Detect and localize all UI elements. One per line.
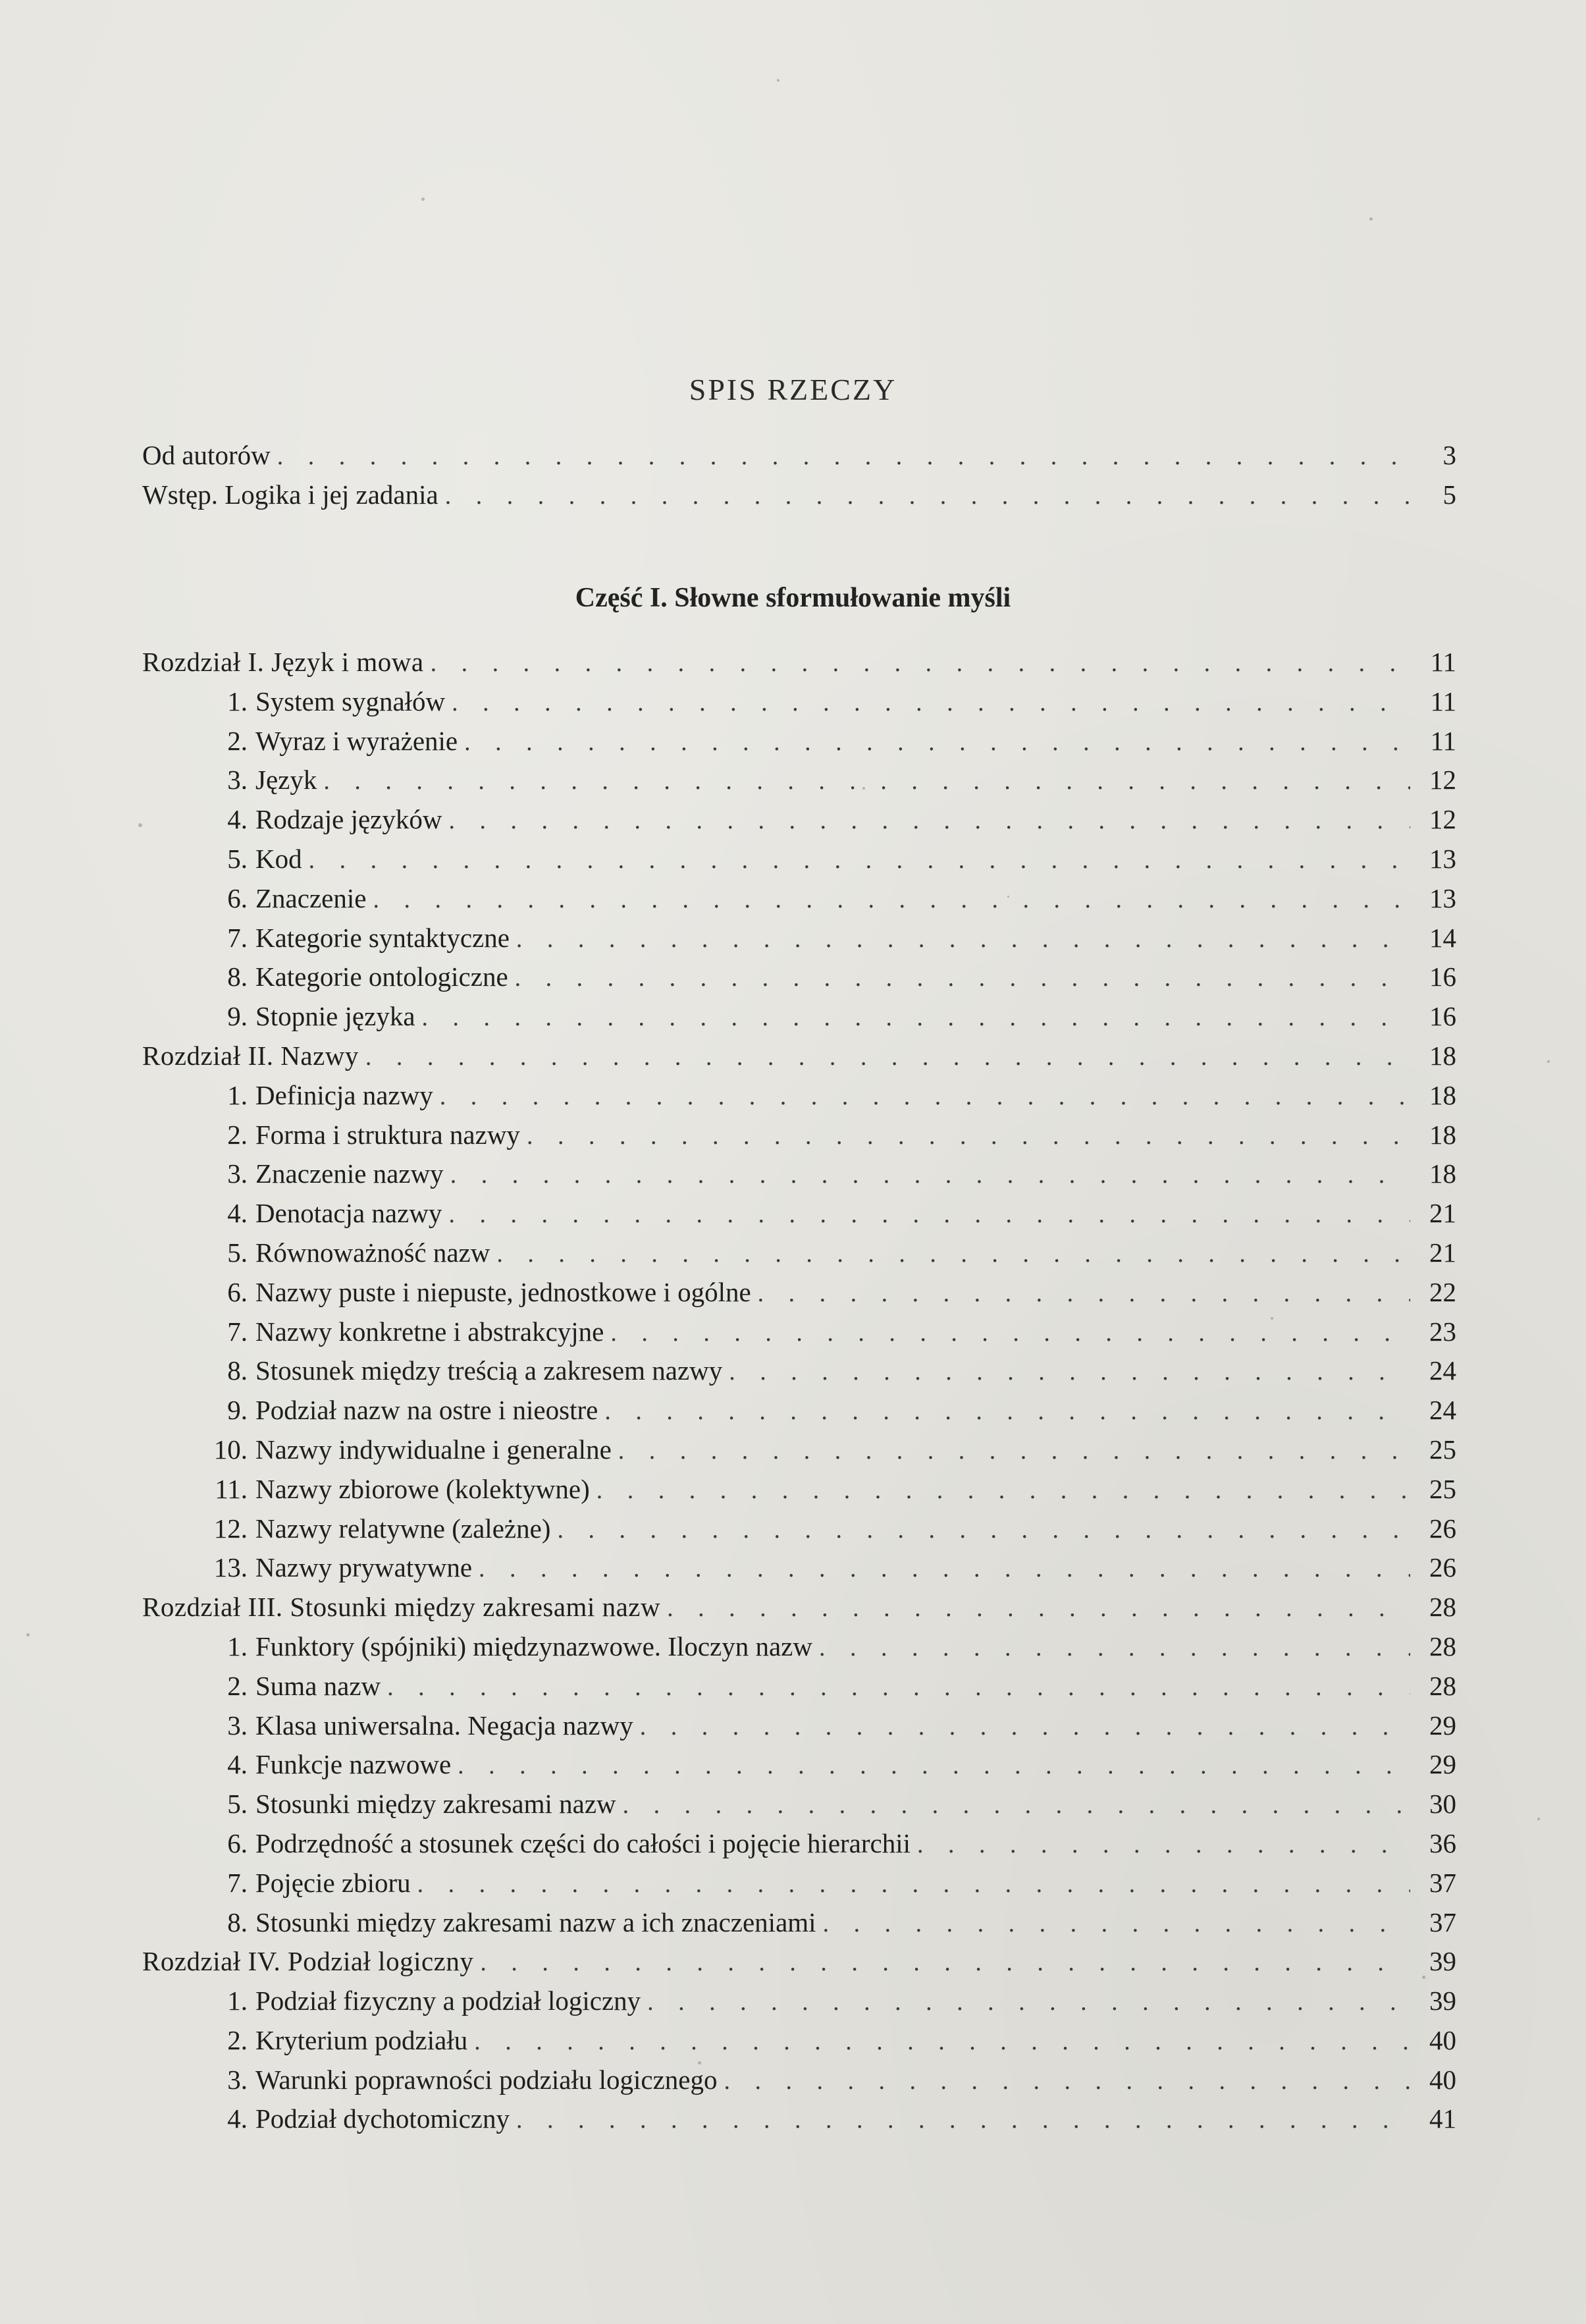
leader-dots — [452, 684, 1410, 723]
section-number: 4. — [227, 1749, 248, 1780]
section-label: Znaczenie — [255, 882, 367, 913]
chapter-entry — [142, 1942, 1456, 1982]
section-label: Stosunki między zakresami nazw — [255, 1789, 616, 1820]
section-number: 5. — [227, 1237, 248, 1268]
leader-dots — [277, 437, 1410, 477]
section-entry — [142, 1351, 1456, 1391]
section-entry — [142, 1116, 1456, 1155]
chapter-entry — [142, 643, 1456, 682]
section-number: 1. — [227, 1986, 248, 2016]
section-label: Nazwy relatywne (zależne) — [255, 1513, 551, 1544]
section-entry — [142, 1312, 1456, 1352]
section-label: Nazwy prywatywne — [255, 1552, 473, 1583]
leader-dots — [610, 1314, 1410, 1353]
chapter-label: Rozdział IV. Podział logiczny — [142, 1946, 474, 1977]
section-number: 4. — [227, 2103, 248, 2134]
section-number: 11. — [215, 1473, 248, 1504]
section-number: 7. — [227, 1316, 248, 1347]
section-label: Podział fizyczny a podział logiczny — [255, 1986, 641, 2016]
section-label: Kod — [255, 843, 302, 874]
chapter-label: Rozdział II. Nazwy — [142, 1040, 359, 1071]
section-entry — [142, 1430, 1456, 1470]
section-page: 37 — [1429, 1867, 1456, 1898]
section-number: 4. — [227, 1198, 248, 1229]
leader-dots — [450, 1156, 1410, 1195]
section-number: 8. — [227, 961, 248, 992]
section-page: 22 — [1429, 1276, 1456, 1307]
chapter-label: Rozdział III. Stosunki między zakresami nazw — [142, 1592, 661, 1623]
paper-speck — [1547, 1060, 1550, 1063]
section-label: Pojęcie zbioru — [255, 1867, 411, 1898]
section-number: 6. — [227, 1276, 248, 1307]
section-label: Kategorie syntaktyczne — [255, 922, 510, 953]
section-page: 12 — [1429, 765, 1456, 796]
section-label: Klasa uniwersalna. Negacja nazwy — [255, 1710, 633, 1741]
section-entry — [142, 1470, 1456, 1509]
section-entry — [142, 1824, 1456, 1864]
toc-entry — [142, 475, 1456, 515]
section-number: 6. — [227, 882, 248, 913]
section-page: 29 — [1429, 1710, 1456, 1741]
chapter-label: Rozdział I. Język i mowa — [142, 647, 424, 677]
section-page: 25 — [1429, 1434, 1456, 1465]
toc-entry-page: 5 — [1442, 479, 1456, 510]
section-label: Kategorie ontologiczne — [255, 961, 508, 992]
leader-dots — [417, 1865, 1410, 1905]
section-label: Stopnie języka — [255, 1001, 415, 1032]
toc-entry-page: 3 — [1442, 440, 1456, 470]
leader-dots — [516, 920, 1410, 959]
section-entry — [142, 1509, 1456, 1549]
section-entry — [142, 1076, 1456, 1116]
section-number: 8. — [227, 1906, 248, 1937]
section-entry — [142, 800, 1456, 840]
section-number: 3. — [227, 1158, 248, 1189]
section-entry — [142, 722, 1456, 761]
section-page: 36 — [1429, 1827, 1456, 1858]
section-page: 21 — [1429, 1237, 1456, 1268]
leader-dots — [823, 1905, 1410, 1944]
section-number: 12. — [213, 1513, 248, 1544]
section-page: 12 — [1429, 804, 1456, 835]
paper-speck — [138, 823, 142, 827]
leader-dots — [647, 1983, 1410, 2022]
section-entry — [142, 1233, 1456, 1273]
paper-speck — [1007, 896, 1009, 898]
leader-dots — [819, 1629, 1410, 1668]
section-number: 3. — [227, 1710, 248, 1741]
section-label: Nazwy konkretne i abstrakcyjne — [255, 1316, 604, 1347]
leader-dots — [596, 1471, 1410, 1511]
leader-dots — [458, 1746, 1410, 1786]
section-number: 3. — [227, 2064, 248, 2095]
section-entry — [142, 1667, 1456, 1706]
section-label: Nazwy indywidualne i generalne — [255, 1434, 612, 1465]
leader-dots — [464, 723, 1410, 763]
section-entry — [142, 2099, 1456, 2139]
section-page: 18 — [1429, 1119, 1456, 1150]
section-number: 6. — [227, 1827, 248, 1858]
section-page: 18 — [1429, 1158, 1456, 1189]
section-number: 5. — [227, 1789, 248, 1820]
section-label: Kryterium podziału — [255, 2024, 468, 2055]
section-label: Stosunek między treścią a zakresem nazwy — [255, 1355, 723, 1386]
chapter-entry — [142, 1037, 1456, 1076]
leader-dots — [724, 2062, 1410, 2101]
leader-dots — [496, 1235, 1410, 1274]
section-label: Stosunki między zakresami nazw a ich znaczeniami — [255, 1906, 816, 1937]
section-page: 37 — [1429, 1906, 1456, 1937]
leader-dots — [640, 1708, 1410, 1747]
section-number: 9. — [227, 1001, 248, 1032]
section-page: 40 — [1429, 2064, 1456, 2095]
section-entry — [142, 761, 1456, 800]
section-entry — [142, 840, 1456, 879]
leader-dots — [758, 1274, 1410, 1314]
section-entry — [142, 1627, 1456, 1667]
front-matter-list — [142, 436, 1456, 515]
paper-speck — [862, 787, 865, 790]
section-label: Znaczenie nazwy — [255, 1158, 444, 1189]
section-entry — [142, 1745, 1456, 1785]
paper-speck — [421, 198, 425, 201]
section-entry — [142, 1785, 1456, 1824]
section-label: Denotacja nazwy — [255, 1198, 442, 1229]
leader-dots — [479, 1550, 1410, 1589]
leader-dots — [667, 1589, 1410, 1629]
section-number: 2. — [227, 1119, 248, 1150]
toc-entry-label: Od autorów — [142, 440, 271, 470]
section-entry — [142, 1154, 1456, 1194]
section-page: 41 — [1429, 2103, 1456, 2134]
page-title: SPIS RZECZY — [689, 373, 897, 406]
section-page: 14 — [1429, 922, 1456, 953]
leader-dots — [365, 1038, 1410, 1077]
section-page: 13 — [1429, 882, 1456, 913]
leader-dots — [604, 1392, 1410, 1432]
section-label: Nazwy puste i niepuste, jednostkowe i ogólne — [255, 1276, 751, 1307]
section-number: 1. — [227, 1631, 248, 1662]
section-label: Wyraz i wyrażenie — [255, 725, 458, 756]
leader-dots — [422, 998, 1410, 1038]
section-label: Język — [255, 765, 317, 796]
section-number: 7. — [227, 1867, 248, 1898]
section-entry — [142, 2061, 1456, 2100]
section-number: 2. — [227, 1670, 248, 1701]
section-page: 29 — [1429, 1749, 1456, 1780]
section-page: 24 — [1429, 1395, 1456, 1426]
part-heading: Część I. Słowne sformułowanie myśli — [575, 583, 1011, 613]
paper-speck — [26, 1633, 30, 1636]
section-number: 1. — [227, 686, 248, 716]
toc-entry — [142, 436, 1456, 475]
section-label: Podrzędność a stosunek części do całości i pojęcie hierarchii — [255, 1827, 911, 1858]
leader-dots — [515, 959, 1410, 998]
paper-speck — [1537, 1818, 1540, 1820]
leader-dots — [448, 1195, 1410, 1235]
leader-dots — [516, 2101, 1410, 2140]
section-entry — [142, 1706, 1456, 1746]
section-number: 13. — [213, 1552, 248, 1583]
section-page: 25 — [1429, 1473, 1456, 1504]
section-label: Warunki poprawności podziału logicznego — [255, 2064, 718, 2095]
section-entry — [142, 1194, 1456, 1233]
chapter-page: 39 — [1429, 1946, 1456, 1977]
section-page: 11 — [1430, 725, 1456, 756]
section-page: 30 — [1429, 1789, 1456, 1820]
section-label: Funkcje nazwowe — [255, 1749, 452, 1780]
section-label: Nazwy zbiorowe (kolektywne) — [255, 1473, 590, 1504]
section-page: 23 — [1429, 1316, 1456, 1347]
leader-dots — [440, 1077, 1410, 1117]
section-page: 16 — [1429, 1001, 1456, 1032]
section-entry — [142, 1982, 1456, 2021]
section-page: 28 — [1429, 1670, 1456, 1701]
section-entry — [142, 682, 1456, 722]
paper-speck — [1271, 1317, 1273, 1320]
section-number: 10. — [213, 1434, 248, 1465]
section-number: 7. — [227, 922, 248, 953]
section-page: 11 — [1430, 686, 1456, 716]
section-label: Rodzaje języków — [255, 804, 442, 835]
leader-dots — [623, 1786, 1410, 1825]
section-entry — [142, 997, 1456, 1037]
section-page: 18 — [1429, 1079, 1456, 1110]
paper-speck — [1422, 1976, 1425, 1979]
chapter-page: 28 — [1429, 1592, 1456, 1623]
section-entry — [142, 1864, 1456, 1903]
section-label: Podział nazw na ostre i nieostre — [255, 1395, 598, 1426]
leader-dots — [729, 1353, 1410, 1392]
section-page: 13 — [1429, 843, 1456, 874]
section-page: 24 — [1429, 1355, 1456, 1386]
leader-dots — [448, 801, 1410, 841]
paper-speck — [777, 79, 780, 82]
section-number: 2. — [227, 2024, 248, 2055]
chapter-page: 11 — [1430, 647, 1456, 677]
toc-entry-label: Wstęp. Logika i jej zadania — [142, 479, 438, 510]
section-entry — [142, 1273, 1456, 1312]
section-number: 8. — [227, 1355, 248, 1386]
section-entry — [142, 958, 1456, 997]
section-page: 26 — [1429, 1552, 1456, 1583]
section-label: Funktory (spójniki) międzynazwowe. Iloczyn nazw — [255, 1631, 812, 1662]
section-number: 5. — [227, 843, 248, 874]
leader-dots — [387, 1668, 1410, 1708]
section-number: 9. — [227, 1395, 248, 1426]
section-page: 28 — [1429, 1631, 1456, 1662]
leader-dots — [323, 762, 1410, 801]
leader-dots — [474, 2022, 1410, 2062]
section-page: 16 — [1429, 961, 1456, 992]
section-page: 40 — [1429, 2024, 1456, 2055]
section-label: Podział dychotomiczny — [255, 2103, 510, 2134]
leader-dots — [431, 644, 1410, 684]
section-page: 39 — [1429, 1986, 1456, 2016]
section-entry — [142, 1903, 1456, 1943]
chapter-page: 18 — [1429, 1040, 1456, 1071]
section-entry — [142, 1548, 1456, 1588]
section-number: 1. — [227, 1079, 248, 1110]
leader-dots — [557, 1511, 1410, 1550]
leader-dots — [527, 1117, 1410, 1156]
paper-speck — [698, 2061, 701, 2065]
leader-dots — [373, 880, 1410, 920]
section-entry — [142, 919, 1456, 958]
chapter-entry — [142, 1588, 1456, 1627]
section-entry — [142, 1391, 1456, 1430]
section-label: Równoważność nazw — [255, 1237, 490, 1268]
section-number: 2. — [227, 725, 248, 756]
section-page: 21 — [1429, 1198, 1456, 1229]
leader-dots — [309, 841, 1410, 880]
chapter-list — [142, 643, 1456, 2139]
section-label: Suma nazw — [255, 1670, 381, 1701]
section-page: 26 — [1429, 1513, 1456, 1544]
section-label: Forma i struktura nazwy — [255, 1119, 520, 1150]
leader-dots — [445, 477, 1410, 516]
section-entry — [142, 2021, 1456, 2061]
section-number: 3. — [227, 765, 248, 796]
leader-dots — [917, 1825, 1410, 1865]
section-number: 4. — [227, 804, 248, 835]
leader-dots — [618, 1432, 1410, 1471]
section-label: Definicja nazwy — [255, 1079, 433, 1110]
section-label: System sygnałów — [255, 686, 446, 716]
paper-speck — [1369, 217, 1373, 221]
section-entry — [142, 879, 1456, 919]
leader-dots — [480, 1943, 1410, 1983]
